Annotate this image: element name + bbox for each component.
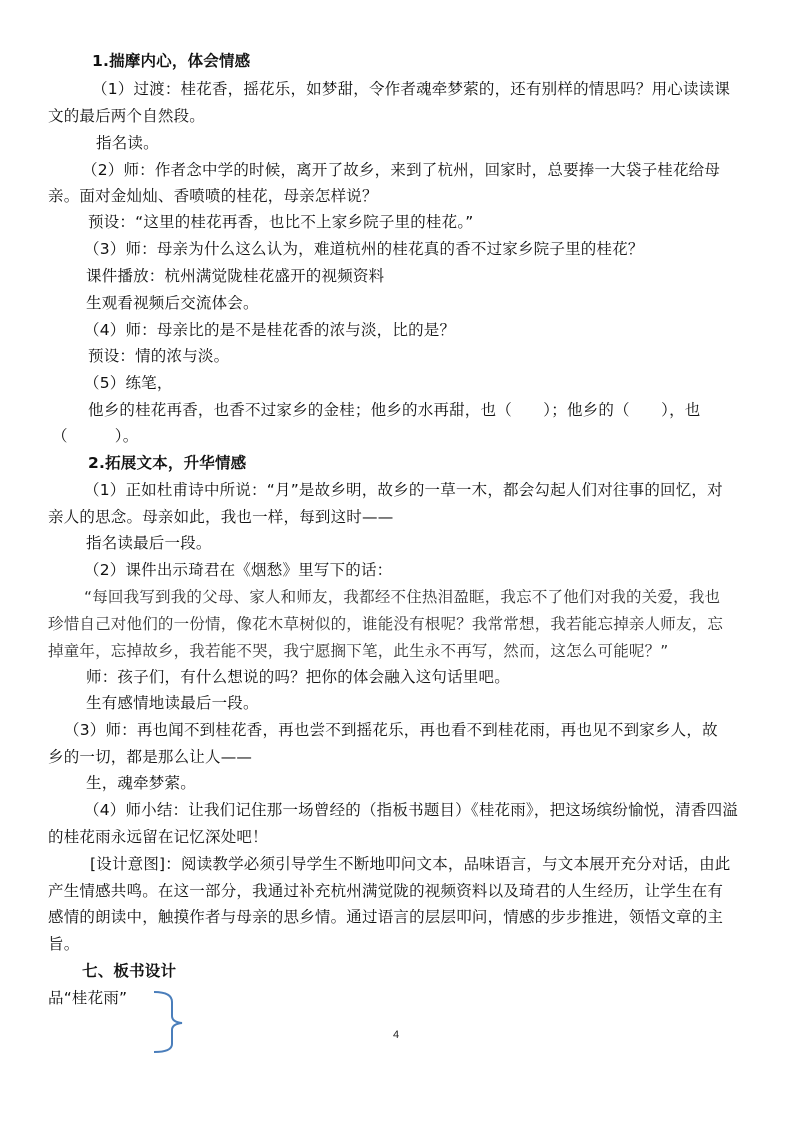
paragraph-line: （2）课件出示琦君在《烟愁》里写下的话： bbox=[84, 561, 393, 579]
paragraph-line: （1）正如杜甫诗中所说：“月”是故乡明，故乡的一草一木，都会勾起人们对往事的回忆，对 bbox=[84, 481, 723, 499]
design-intent-line: [设计意图]：阅读教学必须引导学生不断地叩问文本，品味语言，与文本展开充分对话，由此 bbox=[90, 855, 731, 873]
section-heading-2: 2.拓展文本，升华情感 bbox=[88, 454, 247, 472]
paragraph-line: 亲。面对金灿灿、香喷喷的桂花，母亲怎样说？ bbox=[48, 187, 378, 205]
paragraph-line: （2）师：作者念中学的时候，离开了故乡，来到了杭州，回家时，总要捧一大袋子桂花给母 bbox=[82, 161, 721, 179]
paragraph-line: 预设：“这里的桂花再香，也比不上家乡院子里的桂花。” bbox=[88, 213, 474, 231]
section-heading-7: 七、板书设计 bbox=[82, 962, 177, 980]
paragraph-line: （3）师：母亲为什么这么认为，难道杭州的桂花真的香不过家乡院子里的桂花？ bbox=[84, 240, 644, 258]
paragraph-line: （1）过渡：桂花香，摇花乐，如梦甜，令作者魂牵梦萦的，还有别样的情思吗？用心读读课 bbox=[92, 80, 731, 98]
paragraph-line: （ ）。 bbox=[52, 427, 139, 445]
paragraph-line: 亲人的思念。母亲如此，我也一样，每到这时—— bbox=[48, 508, 394, 526]
page-number: 4 bbox=[393, 1029, 400, 1041]
board-title: 品“桂花雨” bbox=[48, 989, 128, 1007]
paragraph-line: 指名读。 bbox=[96, 134, 159, 152]
quote-line: 珍惜自己对他们的一份情，像花木草树似的，谁能没有根呢？我常常想，我若能忘掉亲人师友，忘 bbox=[48, 615, 724, 633]
paragraph-line: 预设：情的浓与淡。 bbox=[88, 347, 230, 365]
paragraph-line: 生，魂牵梦萦。 bbox=[86, 774, 196, 792]
paragraph-line: 生有感情地读最后一段。 bbox=[86, 694, 259, 712]
design-intent-line: 旨。 bbox=[48, 935, 80, 953]
paragraph-line: 文的最后两个自然段。 bbox=[48, 107, 206, 125]
paragraph-line: 的桂花雨永远留在记忆深处吧！ bbox=[48, 828, 268, 846]
brace-icon bbox=[148, 988, 188, 1056]
section-heading-1: 1.揣摩内心，体会情感 bbox=[92, 52, 251, 70]
quote-line: “每回我写到我的父母、家人和师友，我都经不住热泪盈眶，我忘不了他们对我的关爱，我也 bbox=[84, 588, 721, 606]
paragraph-line: 指名读最后一段。 bbox=[86, 534, 212, 552]
paragraph-line: （4）师：母亲比的是不是桂花香的浓与淡，比的是？ bbox=[84, 321, 456, 339]
paragraph-line: 生观看视频后交流体会。 bbox=[86, 294, 259, 312]
design-intent-line: 产生情感共鸣。在这一部分，我通过补充杭州满觉陇的视频资料以及琦君的人生经历，让学生在有 bbox=[48, 882, 724, 900]
paragraph-line: （4）师小结：让我们记住那一场曾经的（指板书题目）《桂花雨》，把这场缤纷愉悦，清香四溢 bbox=[84, 801, 738, 819]
paragraph-line: （5）练笔， bbox=[84, 374, 173, 392]
paragraph-line: （3）师：再也闻不到桂花香，再也尝不到摇花乐，再也看不到桂花雨，再也见不到家乡人，故 bbox=[64, 721, 718, 739]
paragraph-line: 师：孩子们，有什么想说的吗？把你的体会融入这句话里吧。 bbox=[86, 668, 510, 686]
quote-line: 掉童年，忘掉故乡，我若能不哭，我宁愿搁下笔，此生永不再写，然而，这怎么可能呢？” bbox=[48, 642, 669, 660]
design-intent-line: 感情的朗读中，触摸作者与母亲的思乡情。通过语言的层层叩问，情感的步步推进，领悟文章的主 bbox=[48, 908, 724, 926]
paragraph-line: 课件播放：杭州满觉陇桂花盛开的视频资料 bbox=[86, 267, 385, 285]
paragraph-line: 他乡的桂花再香，也香不过家乡的金桂；他乡的水再甜，也（ ）；他乡的（ ），也 bbox=[88, 401, 701, 419]
paragraph-line: 乡的一切，都是那么让人—— bbox=[48, 748, 253, 766]
